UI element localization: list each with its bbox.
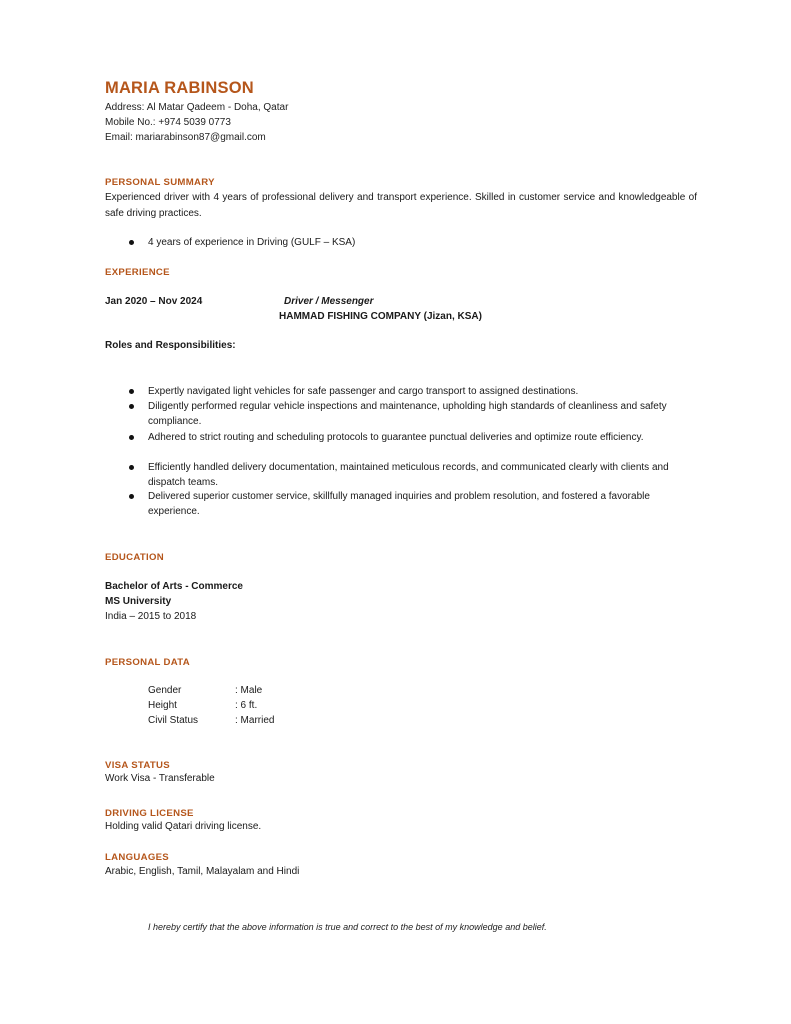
civil-status-value: : Married xyxy=(235,715,275,726)
bullet-icon xyxy=(129,435,134,440)
bullet-icon xyxy=(129,494,134,499)
experience-dates: Jan 2020 – Nov 2024 xyxy=(105,296,203,307)
personal-data-heading: PERSONAL DATA xyxy=(105,657,190,668)
email-line: Email: mariarabinson87@gmail.com xyxy=(105,132,266,143)
experience-heading: EXPERIENCE xyxy=(105,267,170,278)
experience-role: Driver / Messenger xyxy=(284,296,374,307)
height-value: : 6 ft. xyxy=(235,700,258,711)
responsibility-item: Diligently performed regular vehicle inspections and maintenance, upholding high standards of cleanliness and safety compliance. xyxy=(148,401,667,427)
declaration-text: I hereby certify that the above information is true and correct to the best of my knowledge and belief. xyxy=(148,922,547,932)
summary-heading: PERSONAL SUMMARY xyxy=(105,177,215,188)
education-degree: Bachelor of Arts - Commerce xyxy=(105,581,243,592)
summary-text: Experienced driver with 4 years of professional delivery and transport experience. Skilled in customer service and knowledgeable of safe driving practices. xyxy=(105,192,697,219)
responsibility-item: Efficiently handled delivery documentation, maintained meticulous records, and communicated clearly with clients and dispatch teams. xyxy=(148,462,669,488)
visa-text: Work Visa - Transferable xyxy=(105,773,215,784)
gender-value: : Male xyxy=(235,685,263,696)
bullet-icon xyxy=(129,465,134,470)
gender-label: Gender xyxy=(148,685,182,696)
bullet-icon xyxy=(129,404,134,409)
responsibility-item: Delivered superior customer service, skillfully managed inquiries and problem resolution, and fostered a favorable experience. xyxy=(148,491,650,517)
languages-text: Arabic, English, Tamil, Malayalam and Hindi xyxy=(105,866,300,877)
experience-company: HAMMAD FISHING COMPANY (Jizan, KSA) xyxy=(279,311,482,322)
responsibility-item: Adhered to strict routing and scheduling protocols to guarantee punctual deliveries and optimize route efficiency. xyxy=(148,432,644,443)
visa-heading: VISA STATUS xyxy=(105,760,170,771)
mobile-line: Mobile No.: +974 5039 0773 xyxy=(105,117,231,128)
education-school: MS University xyxy=(105,596,172,607)
summary-bullet: 4 years of experience in Driving (GULF – KSA) xyxy=(148,237,356,248)
education-heading: EDUCATION xyxy=(105,552,165,563)
civil-status-label: Civil Status xyxy=(148,715,199,726)
height-label: Height xyxy=(148,700,177,711)
candidate-name: MARIA RABINSON xyxy=(105,79,254,97)
roles-heading: Roles and Responsibilities: xyxy=(105,340,236,351)
responsibility-item: Expertly navigated light vehicles for safe passenger and cargo transport to assigned destinations. xyxy=(148,386,579,397)
languages-heading: LANGUAGES xyxy=(105,852,169,863)
bullet-icon xyxy=(129,389,134,394)
education-years: India – 2015 to 2018 xyxy=(105,611,197,622)
address-line: Address: Al Matar Qadeem - Doha, Qatar xyxy=(105,102,289,113)
license-text: Holding valid Qatari driving license. xyxy=(105,821,262,832)
license-heading: DRIVING LICENSE xyxy=(105,808,194,819)
bullet-icon xyxy=(129,240,134,245)
